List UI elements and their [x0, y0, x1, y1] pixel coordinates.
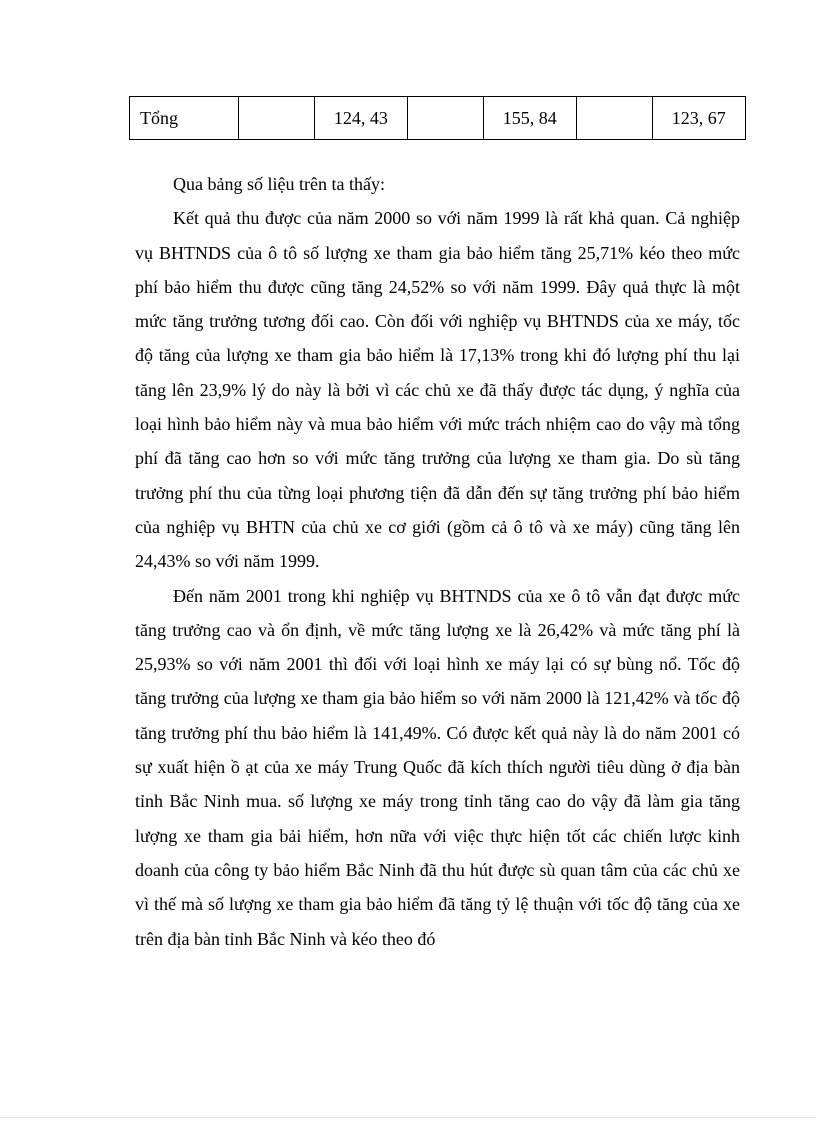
table-cell-empty — [408, 97, 484, 140]
paragraph-2000-results: Kết quả thu được của năm 2000 so với năm 1999 là rất khả quan. Cả nghiệp vụ BHTNDS của ô tô số lượng xe tham gia bảo hiểm tăng 25,71% kéo theo mức phí bảo hiểm thu được cũng tăng 24,52% so với năm 1999. Đây quả thực là một mức tăng trưởng tương đối cao. Còn đối với nghiệp vụ BHTNDS của xe máy, tốc độ tăng của lượng xe tham gia bảo hiểm là 17,13% trong khi đó lượng phí thu lại tăng lên 23,9% lý do này là bởi vì các chủ xe đã thấy được tác dụng, ý nghĩa của loại hình bảo hiểm này và mua bảo hiểm với mức trách nhiệm cao do vậy mà tổng phí đã tăng cao hơn so với mức tăng trưởng của lượng xe tham gia. Do sù tăng trưởng phí thu của từng loại phương tiện đã dẫn đến sự tăng trưởng phí bảo hiểm của nghiệp vụ BHTN của chủ xe cơ giới (gồm cả ô tô và xe máy) cũng tăng lên 24,43% so với năm 1999. — [135, 208, 740, 572]
body-text — [135, 167, 740, 956]
table-cell-empty — [577, 97, 653, 140]
summary-table — [129, 96, 746, 140]
table-row-total — [130, 97, 746, 140]
page-bottom-rule — [0, 1117, 816, 1118]
table-cell-empty — [239, 97, 315, 140]
table-cell-label: Tổng — [130, 97, 239, 140]
paragraph-intro: Qua bảng số liệu trên ta thấy: — [173, 174, 385, 194]
table-cell-value: 155, 84 — [483, 97, 576, 140]
paragraph-2001-results: Đến năm 2001 trong khi nghiệp vụ BHTNDS của xe ô tô vẫn đạt được mức tăng trưởng cao và ổn định, về mức tăng lượng xe là 26,42% và mức tăng phí là 25,93% so với năm 2001 thì đối với loại hình xe máy lại có sự bùng nổ. Tốc độ tăng trưởng của lượng xe tham gia bảo hiểm so với năm 2000 là 121,42% và tốc độ tăng trưởng phí thu bảo hiểm là 141,49%. Có được kết quả này là do năm 2001 có sự xuất hiện ồ ạt của xe máy Trung Quốc đã kích thích người tiêu dùng ở địa bàn tỉnh Bắc Ninh mua. số lượng xe máy trong tỉnh tăng cao do vậy đã làm gia tăng lượng xe tham gia bải hiểm, hơn nữa với việc thực hiện tốt các chiến lược kinh doanh của công ty bảo hiểm Bắc Ninh đã thu hút được sù quan tâm của các chủ xe vì thế mà số lượng xe tham gia bảo hiểm đã tăng tỷ lệ thuận với tốc độ tăng của xe trên địa bàn tỉnh Bắc Ninh và kéo theo đó — [135, 585, 740, 949]
table-cell-value: 124, 43 — [314, 97, 407, 140]
table-cell-value: 123, 67 — [652, 97, 745, 140]
